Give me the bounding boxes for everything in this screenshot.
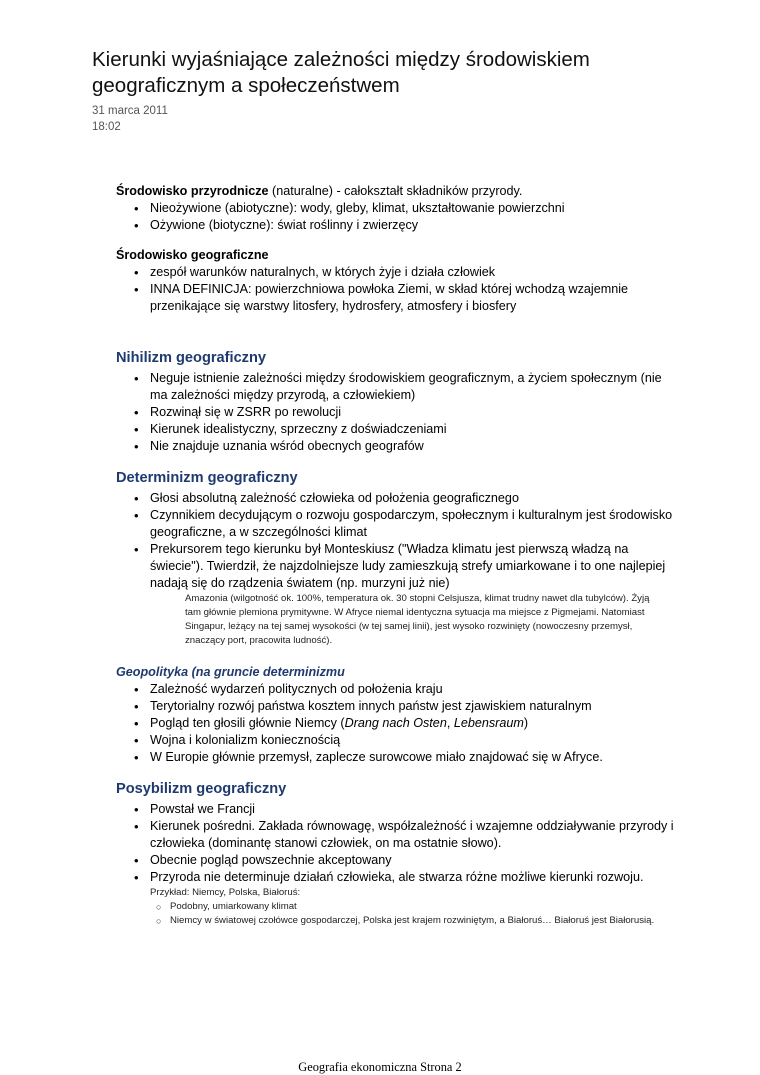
list-item: • Kierunek idealistyczny, sprzeczny z doświadczeniami — [116, 421, 676, 438]
term-lebensraum: Lebensraum — [453, 716, 524, 730]
list-item: • Kierunek pośredni. Zakłada równowagę, współzależność i wzajemne oddziaływanie przyrody i człowieka (dominantę stanowi człowiek, on ma ostatnie słowo). — [116, 818, 676, 852]
list-item: • Prekursorem tego kierunku był Monteskiusz ("Władza klimatu jest pierwszą władzą na świecie"). Twierdził, że najzdolniejsze ludy zamieszkują strefy umiarkowane i to one najlepiej nadają się do rządzenia światem (np. murzyni już nie) — [116, 541, 676, 592]
natural-environment-definition — [116, 183, 676, 200]
item-text-end: ) — [523, 716, 529, 730]
possibilism-list — [116, 801, 676, 886]
list-item: • Czynnikiem decydującym o rozwoju gospodarczym, społecznym i kulturalnym jest środowisko geograficzne, a w szczególności klimat — [116, 507, 676, 541]
item-text: Pogląd ten głosili głównie Niemcy ( — [150, 716, 345, 730]
determinism-example-note: Amazonia (wilgotność ok. 100%, temperatura ok. 30 stopni Celsjusza, klimat trudny nawet dla tubylców). Żyją tam głównie plemiona prymitywne. W Afryce niemal identyczna sytuacja ma miejsce z Pigmejami. Natomiast Singapur, leżący na tej samej wysokości (w tej samej linii), jest wysoko rozwinięty (nowoczesny przemysł, znaczący port, pracowita ludność). — [185, 593, 650, 646]
list-item: • Obecnie pogląd powszechnie akceptowany — [116, 852, 676, 869]
list-item: • Nie znajduje uznania wśród obecnych geografów — [116, 438, 676, 455]
list-item: • zespół warunków naturalnych, w których żyje i działa człowiek — [116, 264, 676, 281]
section-heading-possibilism: Posybilizm geograficzny — [116, 781, 287, 797]
list-item: • Terytorialny rozwój państwa kosztem innych państw jest zjawiskiem naturalnym — [116, 698, 676, 715]
note-time: 18:02 — [92, 121, 121, 133]
geopolitics-list — [116, 681, 676, 766]
list-item: • Zależność wydarzeń politycznych od położenia kraju — [116, 681, 676, 698]
list-item: • Przyroda nie determinuje działań człowieka, ale stwarza różne możliwe kierunki rozwoju. — [116, 869, 676, 886]
possibilism-example-label: Przykład: Niemcy, Polska, Białoruś: — [150, 887, 301, 898]
page-footer: Geografia ekonomiczna Strona 2 — [298, 1060, 462, 1074]
list-item: • Ożywione (biotyczne): świat roślinny i zwierzęcy — [116, 217, 676, 234]
page-title: Kierunki wyjaśniające zależności między środowiskiem geograficznym a społeczeństwem — [92, 48, 590, 97]
determinism-list — [116, 490, 676, 592]
list-item: • Rozwinął się w ZSRR po rewolucji — [116, 404, 676, 421]
note-date: 31 marca 2011 — [92, 105, 168, 117]
nihilism-list — [116, 370, 676, 455]
list-item — [116, 715, 676, 732]
list-item: • W Europie głównie przemysł, zaplecze surowcowe miało znajdować się w Afryce. — [116, 749, 676, 766]
geographic-environment-term: Środowisko geograficzne — [116, 248, 269, 262]
item-separator: , — [446, 716, 454, 730]
geographic-environment-list — [116, 264, 676, 315]
list-item: • Powstał we Francji — [116, 801, 676, 818]
note-body — [116, 183, 676, 928]
natural-environment-rest: (naturalne) - całokształt składników przyrody. — [268, 184, 523, 198]
sub-list-item: ○ Podobny, umiarkowany klimat — [116, 900, 676, 914]
natural-environment-term: Środowisko przyrodnicze — [116, 184, 269, 198]
list-item: • Neguje istnienie zależności między środowiskiem geograficznym, a życiem społecznym (nie ma zależności między przyrodą, a człowiekiem) — [116, 370, 676, 404]
list-item: • Wojna i kolonializm koniecznością — [116, 732, 676, 749]
list-item: • Głosi absolutną zależność człowieka od położenia geograficznego — [116, 490, 676, 507]
possibilism-sub-list — [116, 900, 676, 928]
natural-environment-list — [116, 200, 676, 234]
section-heading-nihilism: Nihilizm geograficzny — [116, 350, 267, 366]
section-heading-determinism: Determinizm geograficzny — [116, 470, 298, 486]
sub-list-item: ○ Niemcy w światowej czołówce gospodarczej, Polska jest krajem rozwiniętym, a Białoruś… Białoruś jest Białorusią. — [116, 914, 676, 928]
list-item: • Nieożywione (abiotyczne): wody, gleby, klimat, ukształtowanie powierzchni — [116, 200, 676, 217]
term-drang-nach-osten: Drang nach Osten — [344, 716, 447, 730]
section-heading-geopolitics: Geopolityka (na gruncie determinizmu — [116, 665, 345, 679]
list-item: • INNA DEFINICJA: powierzchniowa powłoka Ziemi, w skład której wchodzą wzajemnie przenikające się warstwy litosfery, hydrosfery, atmosfery i biosfery — [116, 281, 676, 315]
